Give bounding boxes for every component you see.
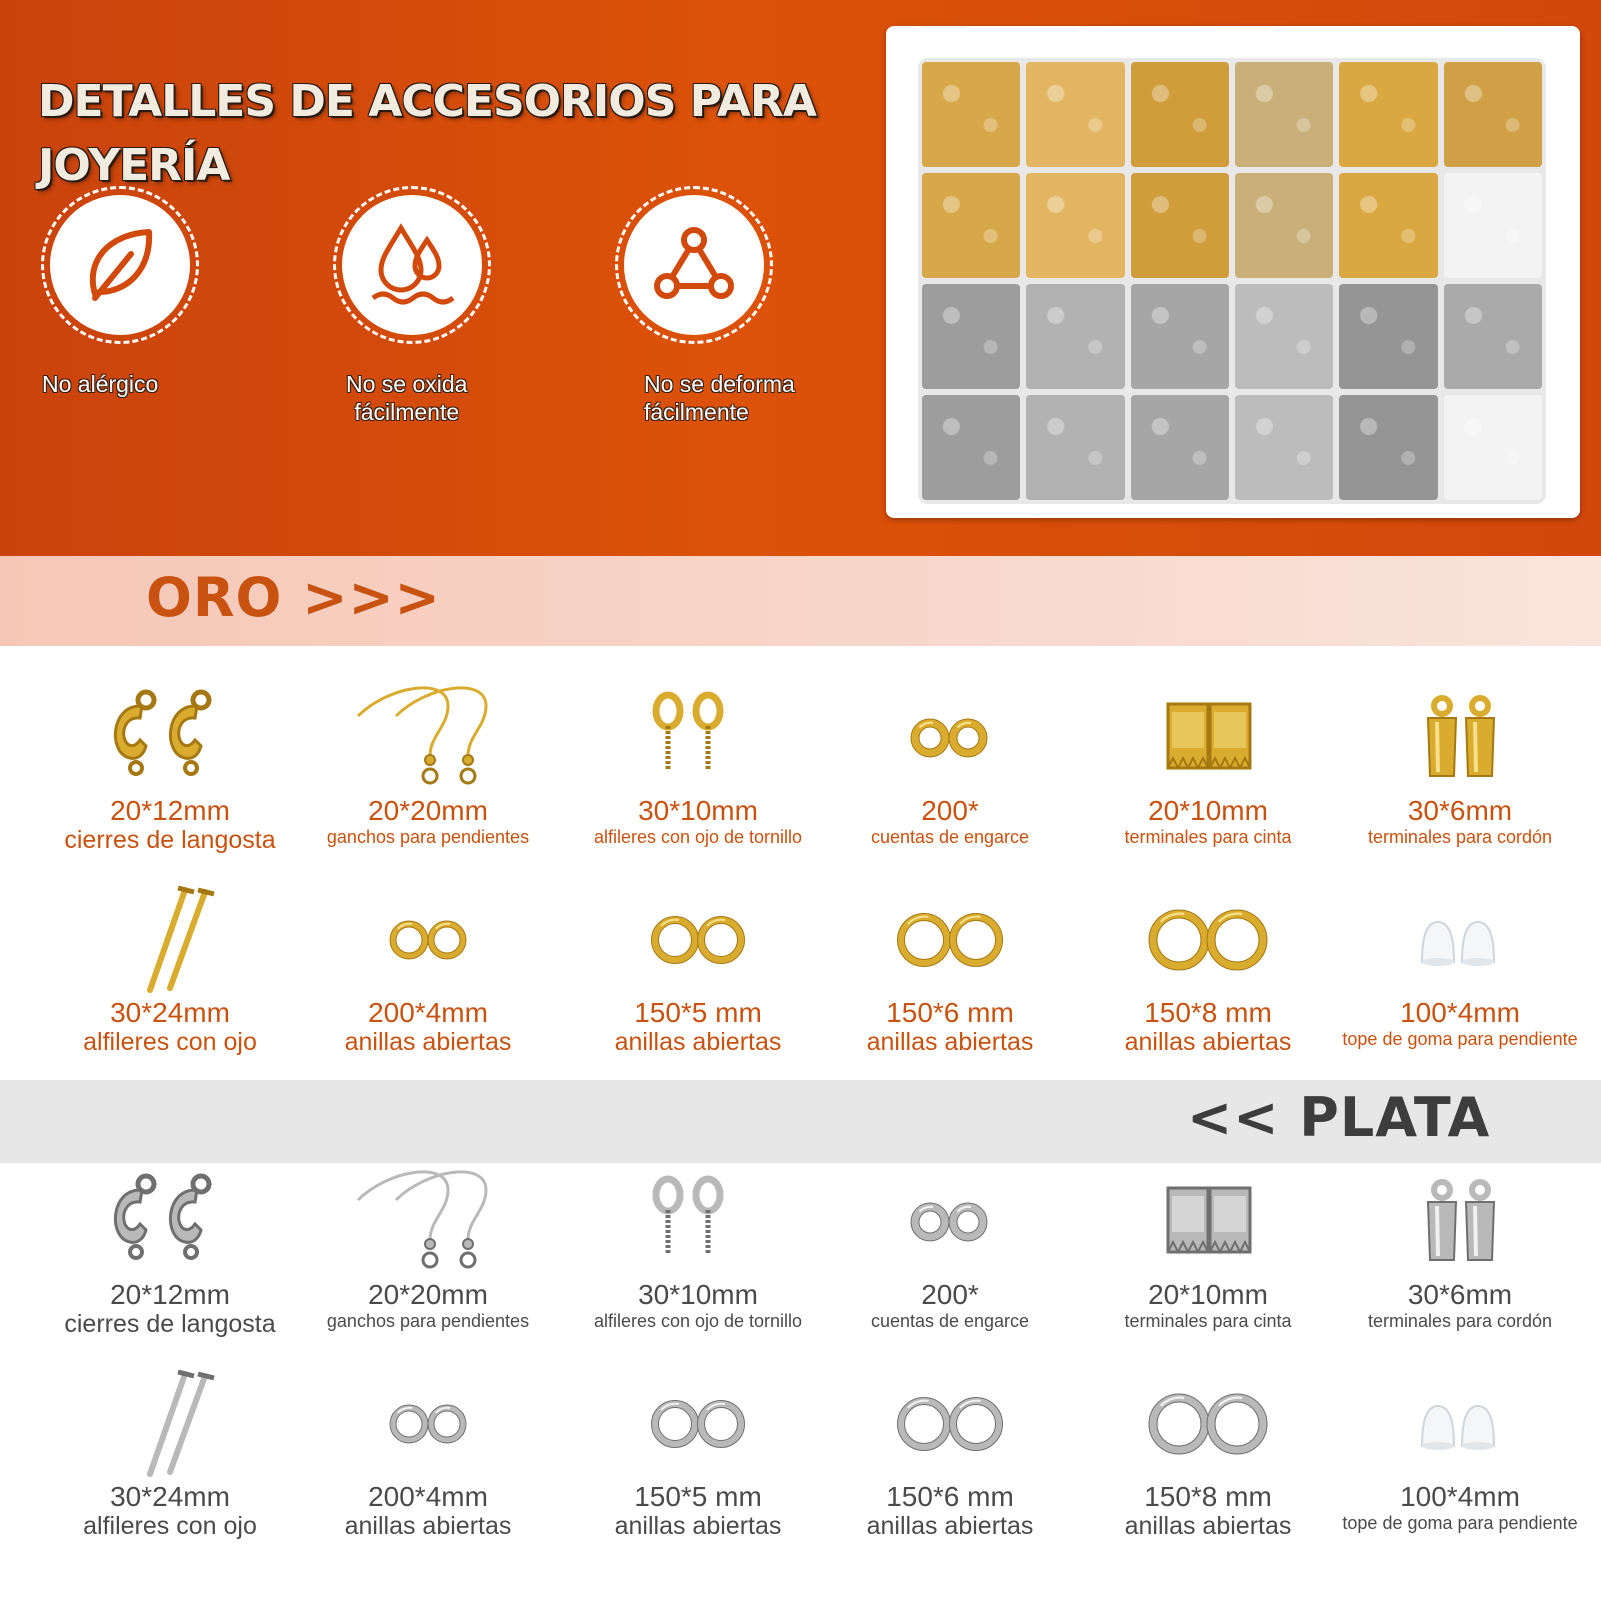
feature-no-deform — [574, 195, 814, 335]
gold-item-card — [820, 878, 1080, 1056]
item-size: 150*5 mm — [634, 1481, 762, 1512]
feature-rustproof — [290, 195, 530, 335]
gold-item-card — [40, 878, 300, 1056]
item-name: cuentas de engarce — [870, 1311, 1030, 1331]
feature-hypoallergenic — [0, 195, 240, 335]
cord-end-icon — [1370, 1160, 1550, 1280]
gold-item-card — [298, 676, 558, 848]
lobster-clasp-icon — [80, 1160, 260, 1280]
tray-compartment — [1235, 62, 1333, 167]
tray-compartment — [1131, 395, 1229, 500]
item-name: ganchos para pendientes — [326, 827, 530, 847]
silver-item-card — [568, 1362, 828, 1540]
tray-compartment — [1339, 62, 1437, 167]
item-size: 100*4mm — [1400, 1481, 1520, 1512]
item-name: terminales para cinta — [1124, 827, 1292, 847]
gold-item-card — [40, 676, 300, 854]
item-size: 20*20mm — [368, 1279, 488, 1310]
gold-item-card — [298, 878, 558, 1056]
item-name: anillas abiertas — [866, 1028, 1034, 1056]
title-line-2: JOYERÍA — [38, 140, 230, 191]
jump-ring-icon — [860, 1362, 1040, 1482]
tray-compartment — [1339, 173, 1437, 278]
item-name: cuentas de engarce — [870, 827, 1030, 847]
item-size: 200* — [921, 1279, 979, 1310]
organizer-tray — [918, 58, 1546, 504]
ribbon-end-icon — [1118, 1160, 1298, 1280]
silver-item-card — [40, 1160, 300, 1338]
screw-eye-pin-icon — [608, 676, 788, 796]
organizer-box-photo — [886, 26, 1580, 518]
item-size: 30*10mm — [638, 1279, 758, 1310]
item-size: 200*4mm — [368, 997, 488, 1028]
gold-item-card — [1078, 878, 1338, 1056]
item-size: 30*24mm — [110, 1481, 230, 1512]
jump-ring-icon — [338, 878, 518, 998]
tray-compartment — [1235, 395, 1333, 500]
silver-item-card — [298, 1160, 558, 1332]
tray-compartment — [1339, 395, 1437, 500]
item-name: alfileres con ojo — [83, 1028, 257, 1056]
item-size: 100*4mm — [1400, 997, 1520, 1028]
item-name: ganchos para pendientes — [326, 1311, 530, 1331]
gold-item-card — [820, 676, 1080, 848]
tray-compartment — [922, 62, 1020, 167]
tray-compartment — [1444, 395, 1542, 500]
head-pin-icon — [80, 1362, 260, 1482]
item-size: 30*6mm — [1407, 795, 1513, 826]
title-line-1: DETALLES DE ACCESORIOS PARA — [38, 76, 816, 127]
item-name: terminales para cordón — [1367, 827, 1553, 847]
head-pin-icon — [80, 878, 260, 998]
tray-compartment — [1339, 284, 1437, 389]
silver-item-card — [1078, 1160, 1338, 1332]
item-size: 20*10mm — [1148, 795, 1268, 826]
tray-compartment — [1444, 284, 1542, 389]
rubber-stopper-icon — [1370, 1362, 1550, 1482]
tray-compartment — [922, 395, 1020, 500]
item-size: 30*10mm — [638, 795, 758, 826]
gold-item-card — [568, 676, 828, 848]
item-name: alfileres con ojo de tornillo — [593, 1311, 803, 1331]
item-size: 20*12mm — [110, 1279, 230, 1310]
leaf-icon — [50, 195, 190, 335]
tray-compartment — [922, 284, 1020, 389]
jump-ring-icon — [860, 878, 1040, 998]
gold-item-card — [1330, 676, 1590, 848]
item-name: anillas abiertas — [614, 1028, 782, 1056]
item-size: 20*10mm — [1148, 1279, 1268, 1310]
gold-item-card — [568, 878, 828, 1056]
crimp-bead-icon — [860, 1160, 1040, 1280]
rubber-stopper-icon — [1370, 878, 1550, 998]
item-size: 30*6mm — [1407, 1279, 1513, 1310]
earring-hook-icon — [338, 1160, 518, 1280]
feature-label-no-deform: No se deforma fácilmente — [644, 371, 795, 425]
tray-compartment — [1444, 173, 1542, 278]
tray-compartment — [1026, 173, 1124, 278]
tray-compartment — [1131, 62, 1229, 167]
item-size: 20*12mm — [110, 795, 230, 826]
crimp-bead-icon — [860, 676, 1040, 796]
item-size: 200*4mm — [368, 1481, 488, 1512]
screw-eye-pin-icon — [608, 1160, 788, 1280]
tray-compartment — [1026, 284, 1124, 389]
item-name: anillas abiertas — [1124, 1028, 1292, 1056]
item-size: 150*8 mm — [1144, 1481, 1272, 1512]
jump-ring-icon — [608, 1362, 788, 1482]
item-name: alfileres con ojo de tornillo — [593, 827, 803, 847]
item-name: alfileres con ojo — [83, 1512, 257, 1540]
silver-item-card — [568, 1160, 828, 1332]
silver-item-card — [40, 1362, 300, 1540]
item-name: cierres de langosta — [64, 1310, 276, 1338]
item-name: terminales para cordón — [1367, 1311, 1553, 1331]
triangle-link-icon — [624, 195, 764, 335]
item-size: 150*6 mm — [886, 1481, 1014, 1512]
jump-ring-icon — [1118, 1362, 1298, 1482]
water-drops-icon — [342, 195, 482, 335]
feature-label-hypoallergenic: No alérgico — [42, 371, 159, 397]
item-name: tope de goma para pendiente — [1342, 1513, 1578, 1533]
gold-item-card — [1330, 878, 1590, 1050]
item-size: 20*20mm — [368, 795, 488, 826]
feature-label-rustproof: No se oxida fácilmente — [346, 371, 468, 425]
jump-ring-icon — [608, 878, 788, 998]
item-name: anillas abiertas — [344, 1028, 512, 1056]
earring-hook-icon — [338, 676, 518, 796]
item-name: anillas abiertas — [614, 1512, 782, 1540]
silver-item-card — [1330, 1160, 1590, 1332]
tray-compartment — [1131, 173, 1229, 278]
hero-banner — [0, 0, 1601, 556]
item-name: anillas abiertas — [866, 1512, 1034, 1540]
ribbon-end-icon — [1118, 676, 1298, 796]
tray-compartment — [1235, 173, 1333, 278]
tray-compartment — [1026, 62, 1124, 167]
item-name: anillas abiertas — [344, 1512, 512, 1540]
silver-item-card — [820, 1160, 1080, 1332]
tray-compartment — [1131, 284, 1229, 389]
item-size: 200* — [921, 795, 979, 826]
silver-section-title: << PLATA — [1187, 1086, 1491, 1149]
item-name: cierres de langosta — [64, 826, 276, 854]
silver-item-card — [1330, 1362, 1590, 1534]
item-name: terminales para cinta — [1124, 1311, 1292, 1331]
lobster-clasp-icon — [80, 676, 260, 796]
cord-end-icon — [1370, 676, 1550, 796]
tray-compartment — [1235, 284, 1333, 389]
gold-section-header — [0, 556, 1601, 646]
jump-ring-icon — [1118, 878, 1298, 998]
tray-compartment — [1026, 395, 1124, 500]
item-name: tope de goma para pendiente — [1342, 1029, 1578, 1049]
item-size: 150*8 mm — [1144, 997, 1272, 1028]
item-size: 30*24mm — [110, 997, 230, 1028]
jump-ring-icon — [338, 1362, 518, 1482]
item-size: 150*5 mm — [634, 997, 762, 1028]
page-title — [38, 70, 838, 198]
silver-item-card — [1078, 1362, 1338, 1540]
silver-item-card — [298, 1362, 558, 1540]
silver-item-card — [820, 1362, 1080, 1540]
gold-item-card — [1078, 676, 1338, 848]
tray-compartment — [1444, 62, 1542, 167]
item-size: 150*6 mm — [886, 997, 1014, 1028]
silver-section-header — [0, 1080, 1601, 1163]
tray-compartment — [922, 173, 1020, 278]
item-name: anillas abiertas — [1124, 1512, 1292, 1540]
gold-section-title: ORO >>> — [146, 566, 441, 629]
